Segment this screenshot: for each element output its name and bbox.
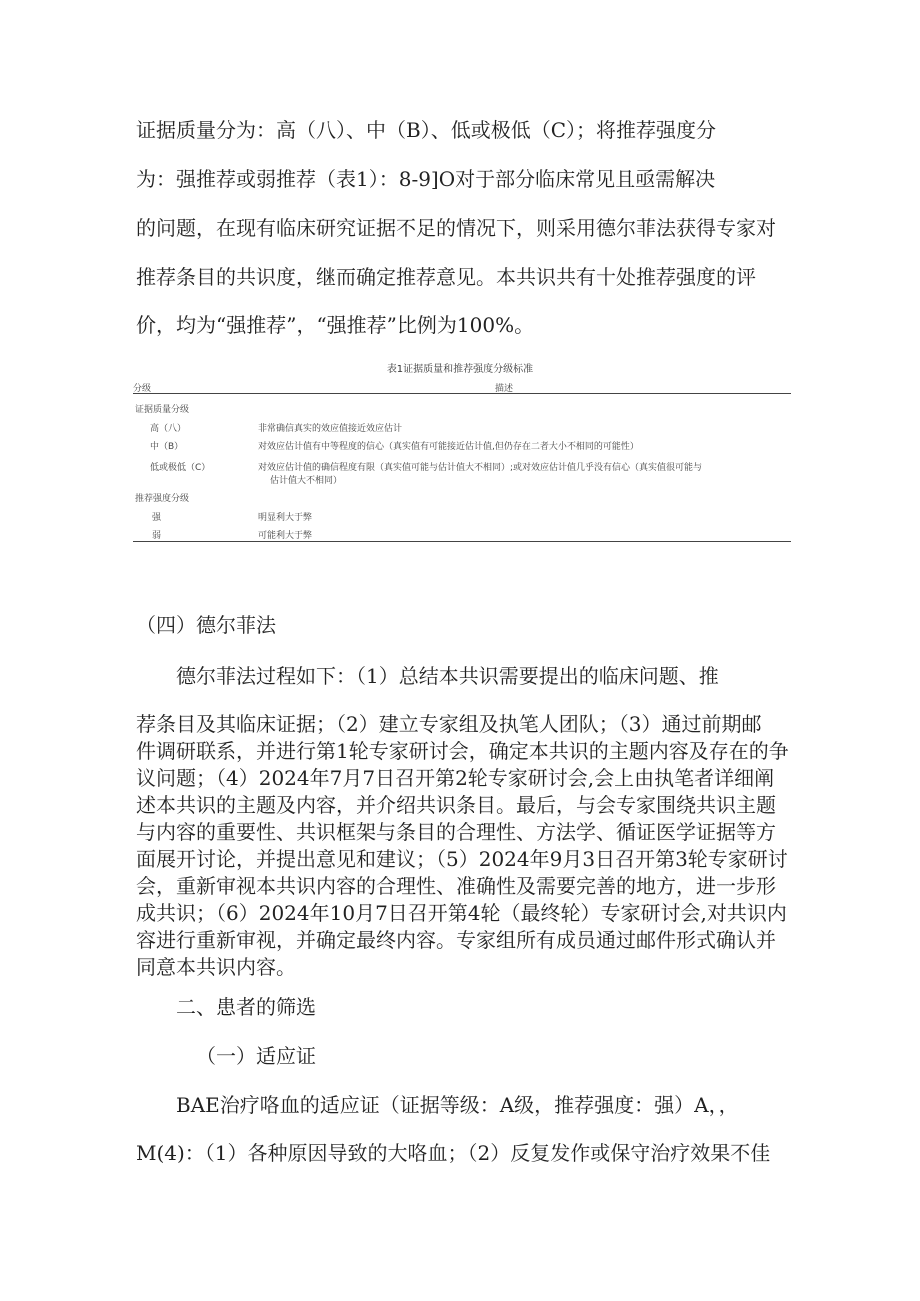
section2-line-1: BAE治疗咯血的适应证（证据等级：A级，推荐强度：强）A，， <box>176 1093 739 1117</box>
table-header-grade: 分级 <box>133 384 152 394</box>
table-row-grade: 强 <box>152 513 162 523</box>
delphi-line-11: 同意本共识内容。 <box>136 955 296 979</box>
delphi-line-4: 议问题；（4）2024年7月7日召开第2轮专家研讨会,会上由执笔者详细阐 <box>136 766 775 790</box>
table-caption: 表1证据质量和推荐强度分级标准 <box>386 364 534 375</box>
table-row-desc-cont: 估计值大不相同） <box>270 476 343 486</box>
delphi-line-8: 会，重新审视本共识内容的合理性、准确性及需要完善的地方，进一步形 <box>136 874 776 898</box>
section2-subheading: （一）适应证 <box>196 1044 316 1068</box>
section-heading: （四）德尔菲法 <box>136 613 276 637</box>
delphi-line-7: 面展开讨论，并提出意见和建议；（5）2024年9月3日召开第3轮专家研讨 <box>136 847 788 871</box>
table-row-grade: 低或极低（C） <box>150 463 211 473</box>
para1-line-3: 的问题，在现有临床研究证据不足的情况下，则采用德尔菲法获得专家对 <box>136 216 776 240</box>
table-row-desc: 对效应估计值的确信程度有限（真实值可能与估计值大不相同）;或对效应估计值几乎没有信心（真实值很可能与 <box>258 463 703 473</box>
table-row-desc: 非常确信真实的效应值接近效应估计 <box>258 424 403 434</box>
section2-heading: 二、患者的筛选 <box>176 995 316 1019</box>
table-row-desc: 可能利大于弊 <box>258 531 313 541</box>
table-row-grade: 弱 <box>152 531 162 541</box>
section2-line-2: M(4)：（1）各种原因导致的大咯血；（2）反复发作或保守治疗效果不佳 <box>136 1141 771 1165</box>
table-bottom-rule <box>133 541 791 542</box>
delphi-line-3: 件调研联系，并进行第1轮专家研讨会，确定本共识的主题内容及存在的争 <box>136 739 789 763</box>
delphi-line-2: 荐条目及其临床证据；（2）建立专家组及执笔人团队；（3）通过前期邮 <box>136 712 762 736</box>
table-header-rule <box>133 393 791 394</box>
para1-line-2: 为：强推荐或弱推荐（表1）：8-9]O对于部分临床常见且亟需解决 <box>136 167 716 191</box>
para1-line-4: 推荐条目的共识度，继而确定推荐意见。本共识共有十处推荐强度的评 <box>136 265 756 289</box>
table-row-grade: 中（B） <box>150 442 184 452</box>
table-header-desc: 描述 <box>495 384 514 394</box>
table-row-desc: 对效应估计值有中等程度的信心（真实值有可能接近估计值,但仍存在二者大小不相同的可能性） <box>258 442 639 452</box>
table-row-desc: 明显利大于弊 <box>258 513 313 523</box>
delphi-line-6: 与内容的重要性、共识框架与条目的合理性、方法学、循证医学证据等方 <box>136 820 776 844</box>
delphi-line-10: 容进行重新审视，并确定最终内容。专家组所有成员通过邮件形式确认并 <box>136 928 776 952</box>
delphi-line-9: 成共识；（6）2024年10月7日召开第4轮（最终轮）专家研讨会,对共识内 <box>136 901 787 925</box>
delphi-line-5: 述本共识的主题及内容，并介绍共识条目。最后，与会专家围绕共识主题 <box>136 793 776 817</box>
delphi-line-1: 德尔菲法过程如下：（1）总结本共识需要提出的临床问题、推 <box>176 664 719 688</box>
table-row-grade: 证据质量分级 <box>135 405 190 415</box>
para1-line-5: 价，均为“强推荐”，“强推荐”比例为100%。 <box>136 313 535 337</box>
table-row-grade: 推荐强度分级 <box>135 494 190 504</box>
para1-line-1: 证据质量分为：高（八）、中（B）、低或极低（C）；将推荐强度分 <box>136 118 716 142</box>
table-row-grade: 高（八） <box>150 424 187 434</box>
